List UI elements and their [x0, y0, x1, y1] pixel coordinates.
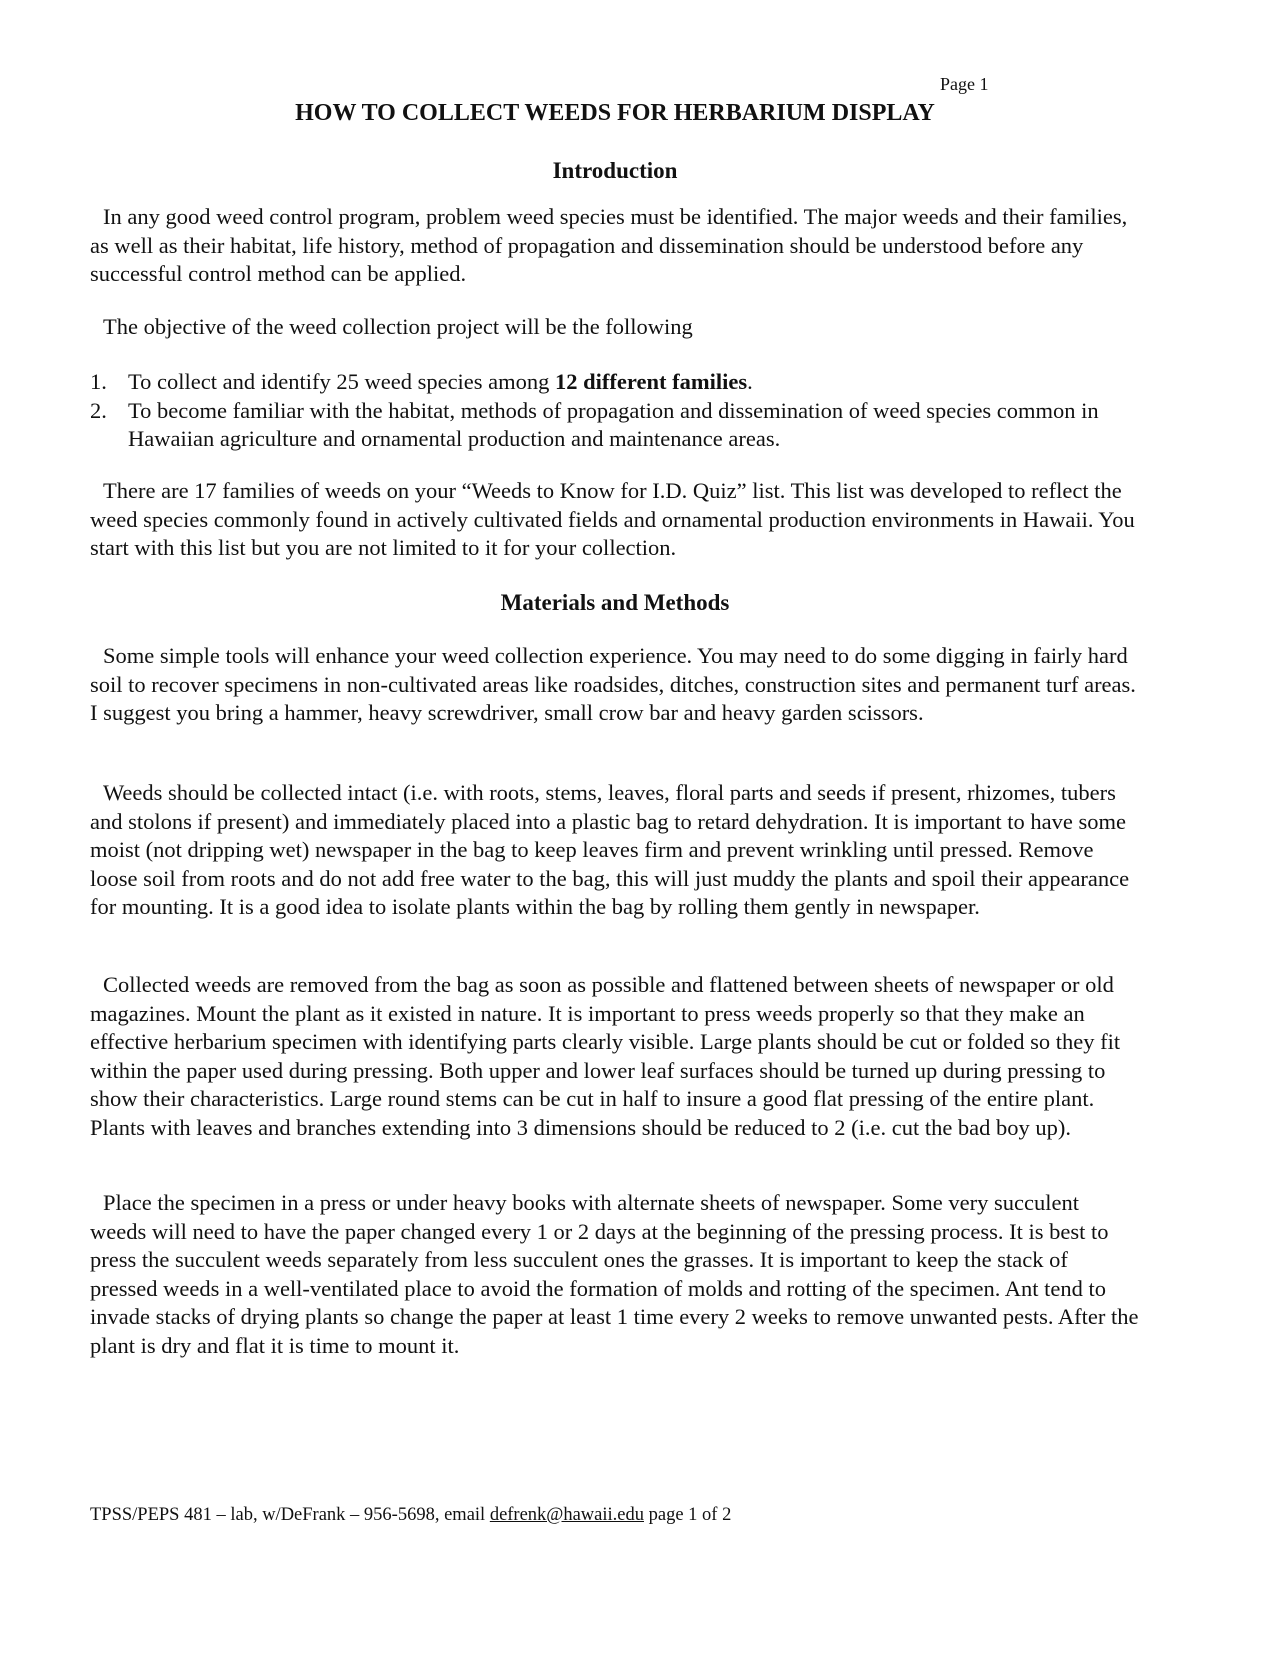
- footer-page-count: page 1 of 2: [644, 1505, 732, 1525]
- materials-methods-heading: Materials and Methods: [500, 590, 730, 615]
- list-item-text: To become familiar with the habitat, methods of propagation and dissemination of weed species common in Hawaiian agriculture and ornamental production and maintenance areas.: [128, 397, 1099, 451]
- intro-paragraph-2: The objective of the weed collection project will be the following: [103, 314, 693, 339]
- list-item-text-end: .: [747, 369, 753, 394]
- page-footer: [90, 1505, 731, 1526]
- list-number: 2.: [90, 397, 107, 423]
- list-item-bold-text: 12 different families: [555, 369, 748, 394]
- footer-text: TPSS/PEPS 481 – lab, w/DeFrank – 956-5698, email: [90, 1505, 490, 1525]
- email-link[interactable]: defrenk@hawaii.edu: [489, 1505, 644, 1525]
- document-title: HOW TO COLLECT WEEDS FOR HERBARIUM DISPLAY: [295, 100, 935, 126]
- methods-paragraph-2: Weeds should be collected intact (i.e. with roots, stems, leaves, floral parts and seeds if present, rhizomes, tubers and stolons if present) and immediately placed into a plastic bag to retard dehydration. It is important to have some moist (not dripping wet) newspaper in the bag to keep leaves firm and prevent wrinkling until pressed. Remove loose soil from roots and do not add free water to the bag, this will just muddy the plants and spoil their appearance for mounting. It is a good idea to isolate plants within the bag by rolling them gently in newspaper.: [90, 780, 1130, 919]
- methods-paragraph-4: Place the specimen in a press or under heavy books with alternate sheets of newspaper. Some very succulent weeds will need to have the paper changed every 1 or 2 days at the beginning of the pressing process. It is best to press the succulent weeds separately from less succulent ones the grasses. It is important to keep the stack of pressed weeds in a well-ventilated place to avoid the formation of molds and rotting of the specimen. Ant tend to invade stacks of drying plants so change the paper at least 1 time every 2 weeks to remove unwanted pests. After the plant is dry and flat it is time to mount it.: [90, 1190, 1139, 1358]
- objectives-list: [90, 368, 1140, 454]
- list-item: [90, 397, 1140, 454]
- list-number: 1.: [90, 369, 107, 394]
- introduction-heading: Introduction: [552, 158, 678, 183]
- list-item-text: To collect and identify 25 weed species among: [128, 369, 556, 394]
- intro-paragraph-1: In any good weed control program, problem weed species must be identified. The major weeds and their families, as well as their habitat, life history, method of propagation and dissemination should be understood before any successful control method can be applied.: [90, 204, 1128, 286]
- list-item: [90, 368, 1140, 397]
- methods-paragraph-1: Some simple tools will enhance your weed collection experience. You may need to do some digging in fairly hard soil to recover specimens in non-cultivated areas like roadsides, ditches, construction sites and permanent turf areas. I suggest you bring a hammer, heavy screwdriver, small crow bar and heavy garden scissors.: [90, 643, 1136, 725]
- page-number: Page 1: [940, 74, 989, 94]
- methods-paragraph-3: Collected weeds are removed from the bag as soon as possible and flattened between sheets of newspaper or old magazines. Mount the plant as it existed in nature. It is important to press weeds properly so that they make an effective herbarium specimen with identifying parts clearly visible. Large plants should be cut or folded so they fit within the paper used during pressing. Both upper and lower leaf surfaces should be turned up during pressing to show their characteristics. Large round stems can be cut in half to insure a good flat pressing of the entire plant. Plants with leaves and branches extending into 3 dimensions should be reduced to 2 (i.e. cut the bad boy up).: [90, 972, 1121, 1140]
- intro-paragraph-3: There are 17 families of weeds on your “Weeds to Know for I.D. Quiz” list. This list was developed to reflect the weed species commonly found in actively cultivated fields and ornamental production environments in Hawaii. You start with this list but you are not limited to it for your collection.: [90, 478, 1135, 560]
